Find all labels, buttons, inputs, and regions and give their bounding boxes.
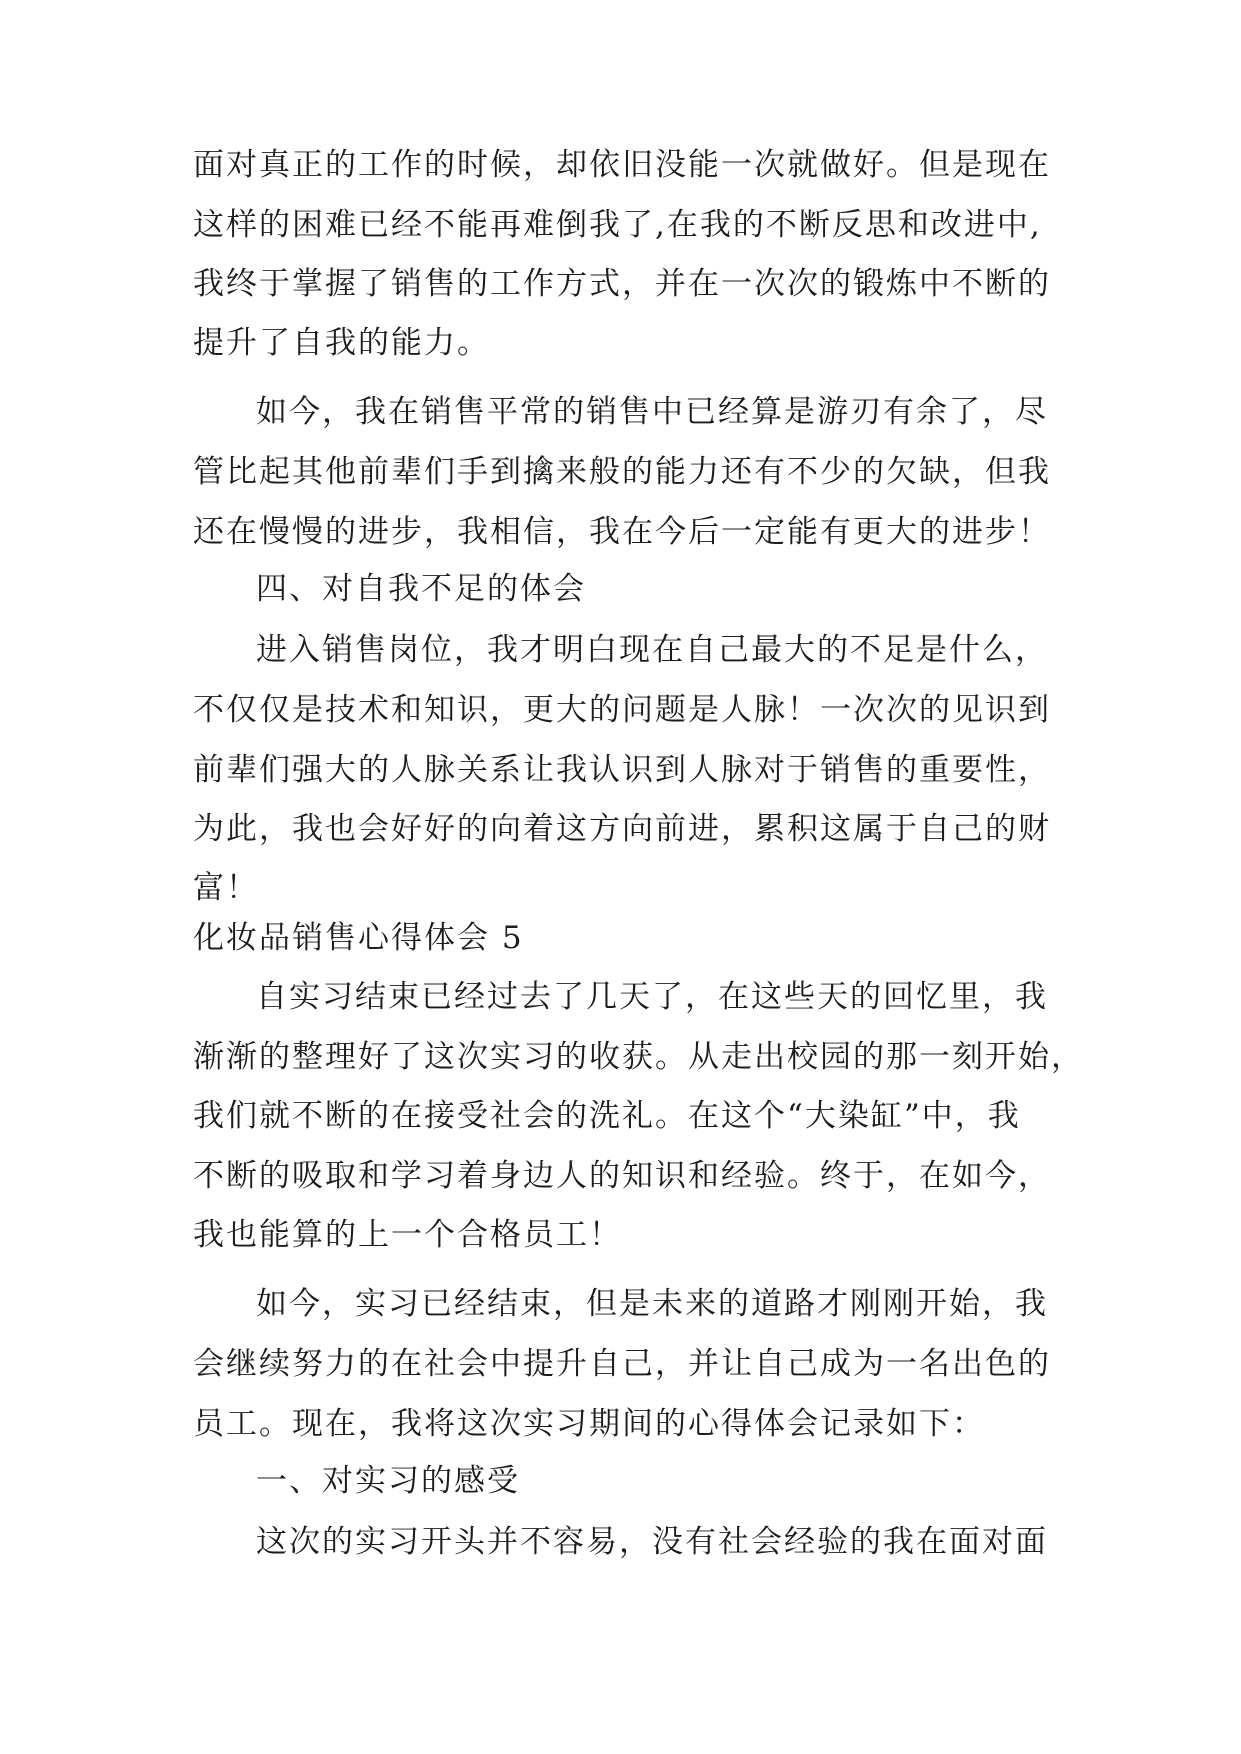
body-line: 渐渐的整理好了这次实习的收获。从走出校园的那一刻开始， <box>193 1039 1084 1075</box>
body-line: 不断的吸取和学习着身边人的知识和经验。终于，在如今， <box>193 1158 1051 1194</box>
body-line: 我终于掌握了销售的工作方式，并在一次次的锻炼中不断的 <box>193 266 1051 302</box>
body-line: 面对真正的工作的时候，却依旧没能一次就做好。但是现在 <box>193 147 1051 183</box>
paragraph-start-line: 这次的实习开头并不容易，没有社会经验的我在面对面 <box>256 1524 1048 1560</box>
body-line: 前辈们强大的人脉关系让我认识到人脉对于销售的重要性， <box>193 752 1051 788</box>
body-line: 还在慢慢的进步，我相信，我在今后一定能有更大的进步！ <box>193 514 1051 550</box>
body-line: 提升了自我的能力。 <box>193 325 490 361</box>
paragraph-start-line: 如今，我在销售平常的销售中已经算是游刃有余了，尽 <box>256 394 1048 430</box>
article-title: 化妆品销售心得体会 5 <box>193 920 524 956</box>
paragraph-start-line: 如今，实习已经结束，但是未来的道路才刚刚开始，我 <box>256 1286 1048 1322</box>
body-line: 管比起其他前辈们手到擒来般的能力还有不少的欠缺，但我 <box>193 454 1051 490</box>
body-line: 会继续努力的在社会中提升自己，并让自己成为一名出色的 <box>193 1346 1051 1382</box>
body-line: 这样的困难已经不能再难倒我了,在我的不断反思和改进中, <box>193 207 1042 243</box>
body-line: 我们就不断的在接受社会的洗礼。在这个“大染缸”中，我 <box>193 1098 1021 1134</box>
section-heading: 一、对实习的感受 <box>256 1463 520 1499</box>
body-line: 富！ <box>193 870 259 906</box>
body-line: 员工。现在，我将这次实习期间的心得体会记录如下： <box>193 1406 985 1442</box>
body-line: 为此，我也会好好的向着这方向前进，累积这属于自己的财 <box>193 811 1051 847</box>
paragraph-start-line: 自实习结束已经过去了几天了，在这些天的回忆里，我 <box>256 979 1048 1015</box>
paragraph-start-line: 进入销售岗位，我才明白现在自己最大的不足是什么， <box>256 632 1048 668</box>
section-heading: 四、对自我不足的体会 <box>256 571 586 607</box>
body-line: 我也能算的上一个合格员工！ <box>193 1217 622 1253</box>
body-line: 不仅仅是技术和知识，更大的问题是人脉！一次次的见识到 <box>193 692 1051 728</box>
